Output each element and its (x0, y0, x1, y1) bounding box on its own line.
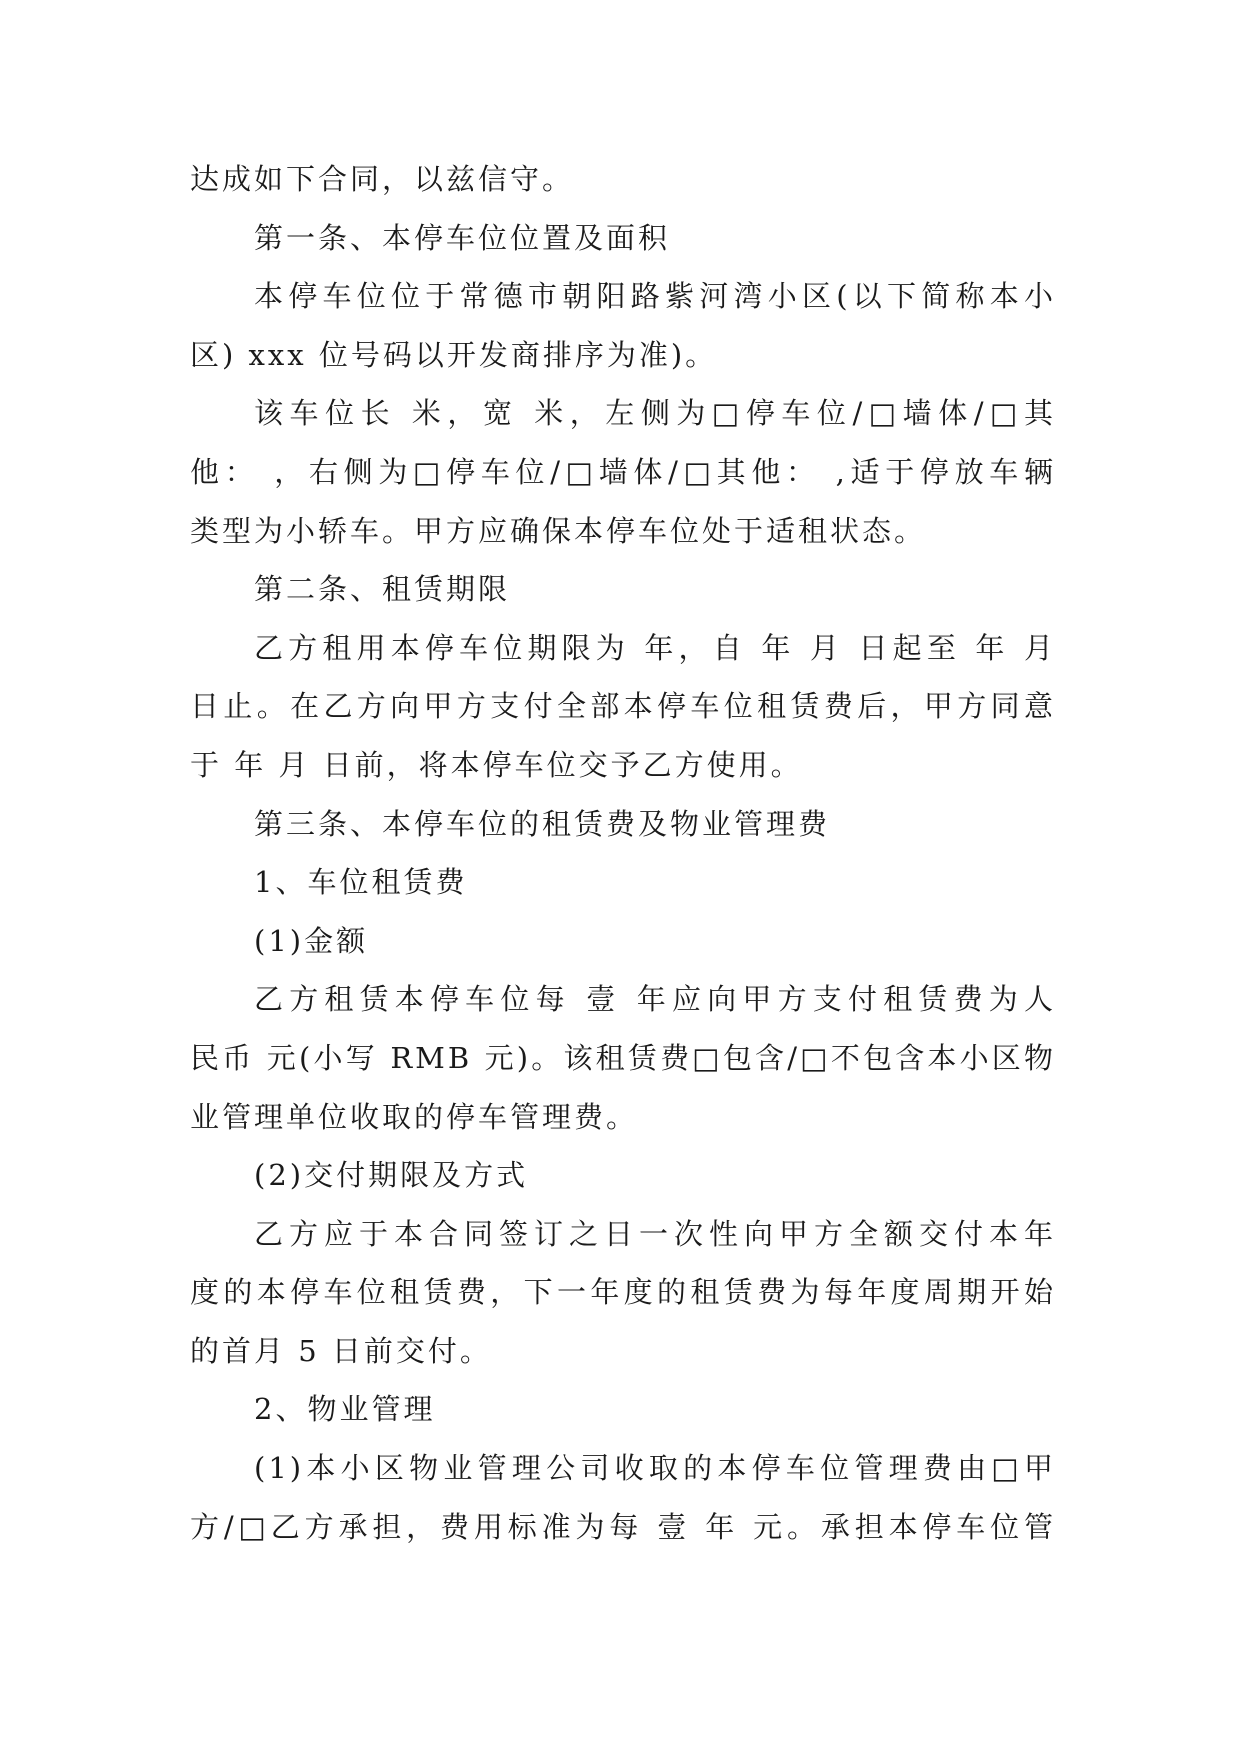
paragraph-line: 区) xxx 位号码以开发商排序为准)。 (190, 337, 718, 372)
section-heading: 1、车位租赁费 (254, 865, 468, 900)
subsection-heading: (1)金额 (254, 923, 369, 958)
document-page (190, 150, 1056, 1556)
article-heading: 第三条、本停车位的租赁费及物业管理费 (254, 806, 831, 841)
paragraph-line: 该车位长 米，宽 米，左侧为□停车位/□墙体/□其 (254, 396, 1056, 431)
paragraph-line: 民币 元(小写 RMB 元)。该租赁费□包含/□不包含本小区物 (190, 1040, 1056, 1075)
paragraph-line: 业管理单位收取的停车管理费。 (190, 1099, 639, 1134)
paragraph-line: 方/□乙方承担，费用标准为每 壹 年 元。承担本停车位管 (190, 1509, 1056, 1544)
paragraph-line: 乙方应于本合同签订之日一次性向甲方全额交付本年 (254, 1216, 1056, 1251)
paragraph-line: 本停车位位于常德市朝阳路紫河湾小区(以下简称本小 (254, 279, 1056, 314)
paragraph-line: 日止。在乙方向甲方支付全部本停车位租赁费后，甲方同意 (190, 689, 1056, 724)
paragraph-line: 度的本停车位租赁费，下一年度的租赁费为每年度周期开始 (190, 1275, 1056, 1310)
section-heading: 2、物业管理 (254, 1392, 436, 1427)
paragraph-line: 乙方租用本停车位期限为 年，自 年 月 日起至 年 月 (254, 630, 1056, 665)
article-heading: 第一条、本停车位位置及面积 (254, 220, 671, 255)
paragraph-line: 于 年 月 日前，将本停车位交予乙方使用。 (190, 747, 803, 782)
subsection-heading: (2)交付期限及方式 (254, 1158, 529, 1193)
paragraph-line: 达成如下合同，以兹信守。 (190, 162, 575, 196)
paragraph-line: (1)本小区物业管理公司收取的本停车位管理费由□甲 (254, 1451, 1056, 1486)
paragraph-line: 的首月 5 日前交付。 (190, 1333, 492, 1368)
article-heading: 第二条、租赁期限 (254, 572, 511, 607)
paragraph-line: 类型为小轿车。甲方应确保本停车位处于适租状态。 (190, 513, 927, 548)
paragraph-line: 乙方租赁本停车位每 壹 年应向甲方支付租赁费为人 (254, 982, 1056, 1017)
paragraph-line: 他： ，右侧为□停车位/□墙体/□其他： ,适于停放车辆 (190, 454, 1056, 489)
